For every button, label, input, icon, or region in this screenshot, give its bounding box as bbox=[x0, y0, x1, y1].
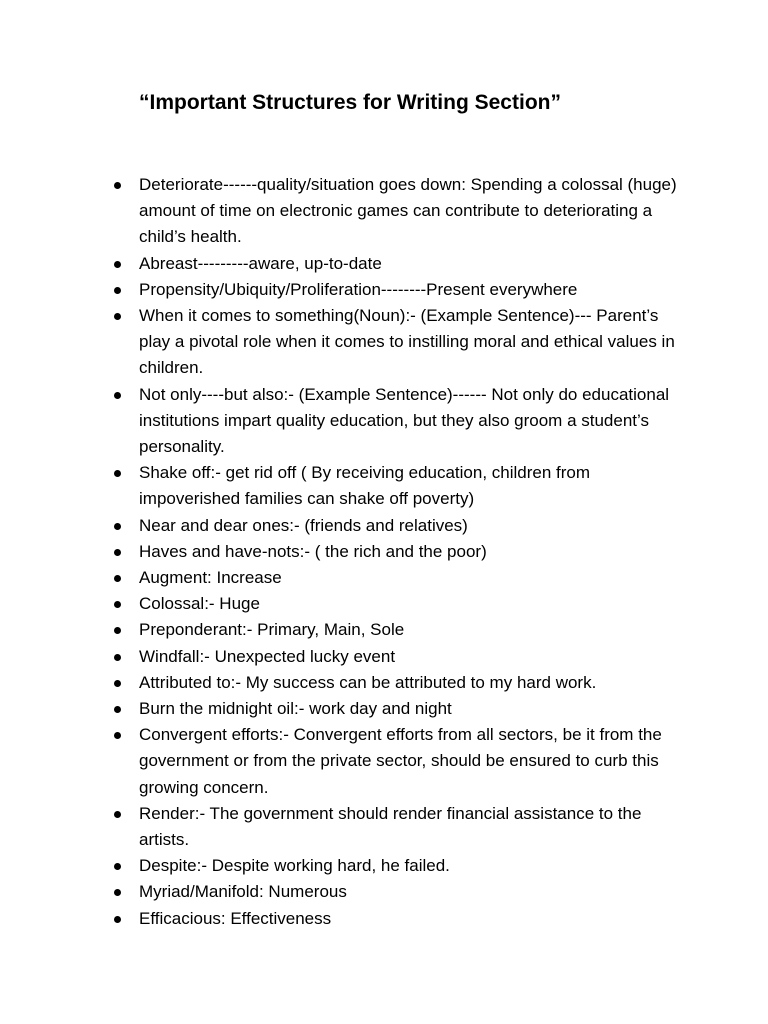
bullet-icon bbox=[114, 287, 121, 294]
bullet-icon bbox=[114, 601, 121, 608]
structures-list bbox=[112, 172, 692, 932]
bullet-icon bbox=[114, 654, 121, 661]
list-item-text: Render:- The government should render financial assistance to the artists. bbox=[139, 803, 642, 850]
list-item bbox=[112, 565, 692, 591]
bullet-icon bbox=[114, 863, 121, 870]
list-item bbox=[112, 591, 692, 617]
list-item bbox=[112, 617, 692, 643]
list-item-text: Attributed to:- My success can be attributed to my hard work. bbox=[139, 672, 597, 692]
bullet-icon bbox=[114, 680, 121, 687]
list-item-text: Burn the midnight oil:- work day and night bbox=[139, 699, 452, 719]
list-item bbox=[112, 906, 692, 932]
list-item-text: Augment: Increase bbox=[139, 568, 282, 588]
list-item bbox=[112, 696, 692, 722]
bullet-icon bbox=[114, 313, 121, 320]
list-item bbox=[112, 644, 692, 670]
list-item-text: When it comes to something(Noun):- (Example Sentence)--- Parent’s play a pivotal role when it comes to instilling moral and ethical values in children. bbox=[139, 306, 675, 378]
bullet-icon bbox=[114, 392, 121, 399]
list-item-text: Colossal:- Huge bbox=[139, 594, 260, 614]
list-item bbox=[112, 251, 692, 277]
bullet-icon bbox=[114, 627, 121, 634]
bullet-icon bbox=[114, 523, 121, 530]
list-item-text: Preponderant:- Primary, Main, Sole bbox=[139, 620, 405, 640]
list-item-text: Myriad/Manifold: Numerous bbox=[139, 882, 347, 902]
list-item bbox=[112, 801, 692, 853]
list-item bbox=[112, 879, 692, 905]
list-item-text: Despite:- Despite working hard, he failed. bbox=[139, 856, 450, 876]
list-item bbox=[112, 303, 692, 382]
list-item bbox=[112, 172, 692, 251]
list-item bbox=[112, 277, 692, 303]
list-item-text: Efficacious: Effectiveness bbox=[139, 908, 332, 928]
bullet-icon bbox=[114, 916, 121, 923]
list-item bbox=[112, 539, 692, 565]
list-item bbox=[112, 722, 692, 801]
document-title: “Important Structures for Writing Section” bbox=[139, 91, 561, 114]
list-item-text: Haves and have-nots:- ( the rich and the poor) bbox=[139, 541, 487, 561]
bullet-icon bbox=[114, 261, 121, 268]
list-item bbox=[112, 382, 692, 461]
list-item bbox=[112, 460, 692, 512]
bullet-icon bbox=[114, 182, 121, 189]
list-item bbox=[112, 853, 692, 879]
bullet-icon bbox=[114, 470, 121, 477]
bullet-icon bbox=[114, 575, 121, 582]
list-item-text: Shake off:- get rid off ( By receiving education, children from impoverished families can shake off poverty) bbox=[139, 463, 591, 509]
bullet-icon bbox=[114, 732, 121, 739]
list-item-text: Convergent efforts:- Convergent efforts from all sectors, be it from the government or from the private sector, should be ensured to curb this growing concern. bbox=[139, 725, 662, 797]
list-item-text: Near and dear ones:- (friends and relatives) bbox=[139, 515, 468, 535]
list-item-text: Abreast---------aware, up-to-date bbox=[139, 253, 382, 273]
list-item-text: Windfall:- Unexpected lucky event bbox=[139, 646, 396, 666]
bullet-icon bbox=[114, 706, 121, 713]
list-item-text: Not only----but also:- (Example Sentence)------ Not only do educational institutions impart quality education, but they also groom a student’s personality. bbox=[139, 384, 670, 457]
bullet-icon bbox=[114, 889, 121, 896]
list-item bbox=[112, 670, 692, 696]
bullet-icon bbox=[114, 811, 121, 818]
list-item-text: Deteriorate------quality/situation goes down: Spending a colossal (huge) amount of time on electronic games can contribute to deteriorating a child’s health. bbox=[139, 175, 677, 247]
list-item bbox=[112, 513, 692, 539]
bullet-icon bbox=[114, 549, 121, 556]
list-item-text: Propensity/Ubiquity/Proliferation--------Present everywhere bbox=[139, 279, 578, 299]
